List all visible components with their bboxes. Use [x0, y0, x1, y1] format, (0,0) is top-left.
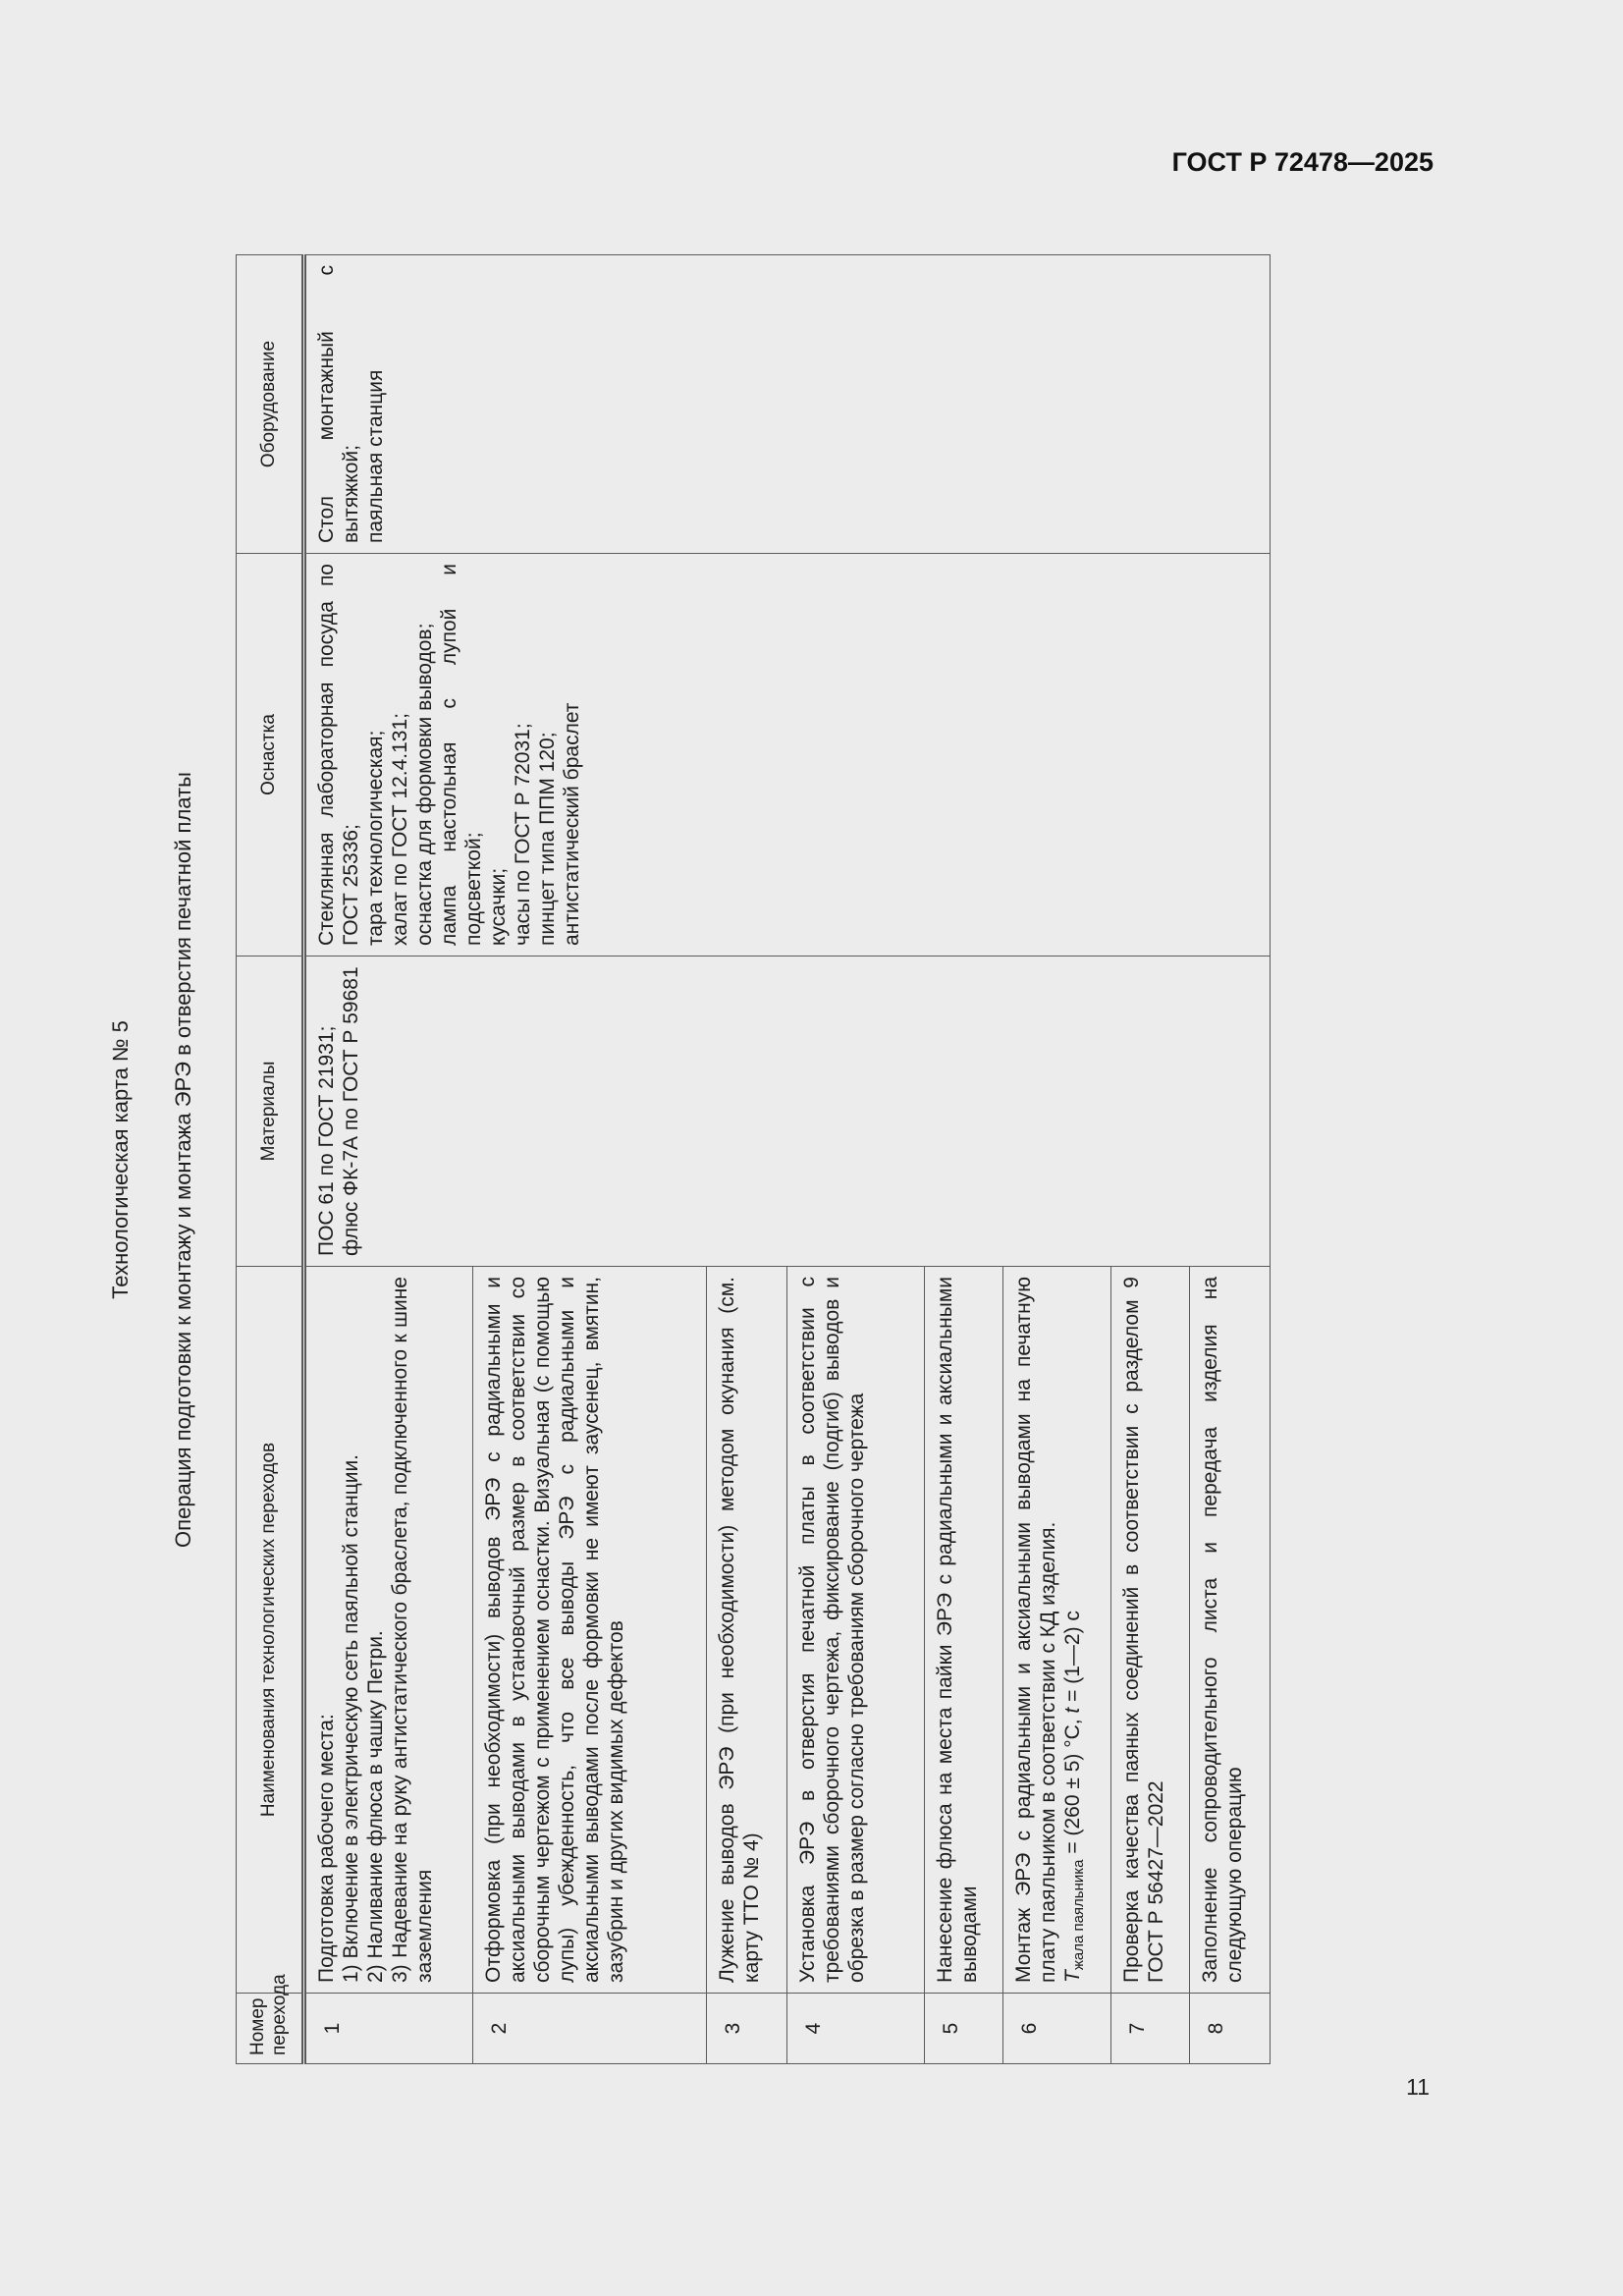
step-description [473, 1267, 707, 1994]
step-line: Установка ЭРЭ в отверстия печатной платы в соответствии с требованиями сборочного чертежа, фиксирование (подгиб) выводов и обрезка в размер согласно требованиям сборочного чертежа [796, 1277, 868, 1983]
step-number: 4 [787, 1994, 925, 2064]
step-number: 1 [304, 1994, 473, 2064]
tooling-item: антистатический браслет [561, 702, 583, 946]
step-description [787, 1267, 925, 1994]
header-tooling: Оснастка [237, 554, 304, 957]
equipment-item: Стол монтажный с вытяжкой; [315, 265, 362, 543]
step-line: Монтаж ЭРЭ с радиальными и аксиальными выводами на печатную плату паяльником в соответствии с КД изделия. [1012, 1277, 1059, 1983]
tooling-item: оснастка для формовки выводов; [413, 623, 436, 946]
tooling-item: пинцет типа ППМ 120; [536, 732, 559, 946]
tooling-item: Стеклянная лабораторная посуда по ГОСТ 25336; [315, 564, 362, 946]
header-equipment: Оборудование [237, 255, 304, 554]
step-line: Проверка качества паяных соединений в соответствии с разделом 9 ГОСТ Р 56427—2022 [1120, 1277, 1167, 1983]
step-line: Нанесение флюса на места пайки ЭРЭ с радиальными и аксиальными выводами [934, 1277, 981, 1983]
step-description [1111, 1267, 1190, 1994]
tooling-item: лампа настольная с лупой и подсветкой; [438, 564, 485, 946]
formula-t: t [1061, 1707, 1084, 1714]
step-line: Отформовка (при необходимости) выводов ЭРЭ с радиальными и аксиальными выводами в установочный размер в соответствии со сборочным чертежом с применением оснастки. Визуальная (с помощью лупы) убежденность, что все выводы ЭРЭ с радиальными и аксиальными выводами после формовки не имеют заусенец, вмятин, зазубрин и других видимых дефектов [482, 1277, 627, 1983]
table-header-row [237, 255, 304, 2064]
tooling-cell [304, 554, 1271, 957]
step-number: 2 [473, 1994, 707, 2064]
step-line: 1) Включение в электрическую сеть паяльной станции. [340, 1453, 362, 1983]
rotated-page-content [108, 255, 1246, 2064]
equipment-cell [304, 255, 1271, 554]
header-number: Номер перехода [237, 1994, 304, 2064]
step-description [1003, 1267, 1111, 1994]
formula-t-value: = (1—2) с [1061, 1611, 1084, 1708]
tooling-item: кусачки; [487, 867, 510, 946]
step-line: Заполнение сопроводительного листа и передача изделия на следующую операцию [1199, 1277, 1246, 1983]
document-code: ГОСТ Р 72478—2025 [1171, 147, 1434, 177]
operation-title: Операция подготовки к монтажу и монтажа ЭРЭ в отверстия печатной платы [171, 772, 195, 1548]
step-number: 8 [1190, 1994, 1271, 2064]
step-number: 5 [925, 1994, 1003, 2064]
technology-table [236, 254, 1271, 2064]
step-description [1190, 1267, 1271, 1994]
step-description [707, 1267, 787, 1994]
page-number: 11 [1406, 2074, 1430, 2100]
header-materials: Материалы [237, 957, 304, 1267]
step-number: 6 [1003, 1994, 1111, 2064]
step-line: 2) Наливание флюса в чашку Петри. [364, 1630, 387, 1983]
step-description [304, 1267, 473, 1994]
step-line: 3) Надевание на руку антистатического браслета, подключенного к шине заземления [389, 1277, 436, 1983]
tooling-item: тара технологическая; [364, 730, 387, 946]
step-line: Лужение выводов ЭРЭ (при необходимости) методом окунания (см. карту ТТО № 4) [716, 1277, 763, 1983]
formula-line [1060, 1277, 1091, 1983]
formula-value: = (260 ± 5) °С, [1061, 1713, 1084, 1860]
tooling-item: часы по ГОСТ Р 72031; [512, 723, 534, 946]
equipment-item: паяльная станция [364, 369, 387, 543]
card-title: Технологическая карта № 5 [108, 1020, 133, 1299]
material-item: флюс ФК-7А по ГОСТ Р 59681 [340, 966, 362, 1256]
materials-cell [304, 957, 1271, 1267]
tooling-item: халат по ГОСТ 12.4.131; [389, 713, 411, 946]
formula-subscript: жала паяльника [1070, 1859, 1087, 1971]
step-description [925, 1267, 1003, 1994]
step-number: 3 [707, 1994, 787, 2064]
table-row [304, 255, 473, 2064]
material-item: ПОС 61 по ГОСТ 21931; [315, 1025, 338, 1256]
formula-T: T [1061, 1970, 1084, 1983]
step-line: Подготовка рабочего места: [315, 1714, 338, 1983]
step-number: 7 [1111, 1994, 1190, 2064]
header-steps: Наименования технологических переходов [237, 1267, 304, 1994]
